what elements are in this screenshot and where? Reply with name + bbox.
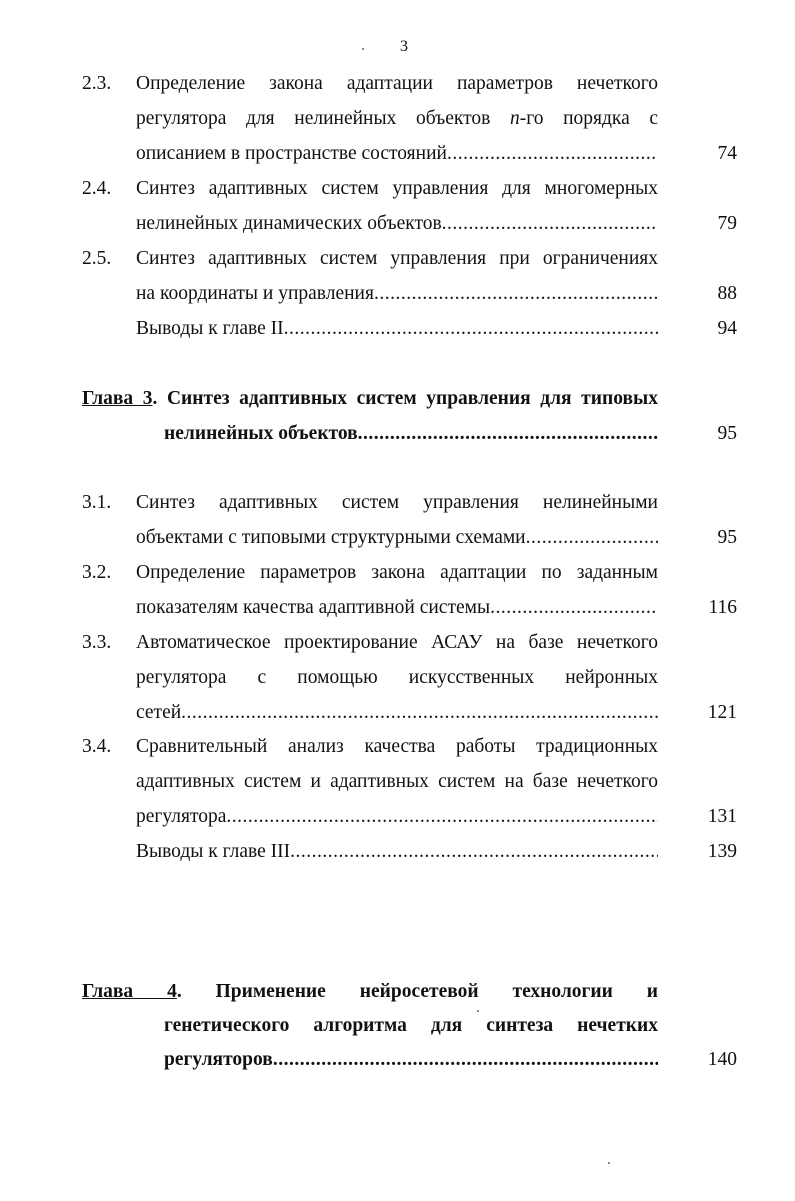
chapter-title-1: . Применение нейросетевой технологии и <box>176 981 658 1002</box>
chapter-label: Глава 3 <box>82 388 153 409</box>
chapter-title-1: . Синтез адаптивных систем управления для типовых <box>152 388 658 409</box>
entry-page: 139 <box>707 841 737 862</box>
entry-text: нелинейных динамических объектов <box>136 213 442 234</box>
entry-text: Выводы к главе III <box>136 841 291 862</box>
entry-page: 74 <box>717 143 737 164</box>
entry-number: 3.2. <box>82 562 112 583</box>
entry-line-2-italic: n <box>509 108 520 129</box>
entry-text: объектами с типовыми структурными схемами <box>136 527 526 548</box>
entry-line-1: Синтез адаптивных систем управления нелинейными <box>136 492 658 513</box>
entry-line-1 <box>136 317 658 341</box>
entry-page: 88 <box>717 283 737 304</box>
entry-line-2: регулятора с помощью искусственных нейронных <box>136 667 658 688</box>
entry-text: описанием в пространстве состояний <box>136 143 447 164</box>
entry-number: 2.5. <box>82 248 112 269</box>
entry-text: регуляторов <box>164 1049 273 1070</box>
entry-page: 79 <box>717 213 737 234</box>
entry-text: нелинейных объектов <box>164 423 358 444</box>
entry-line-1: Определение параметров закона адаптации по заданным <box>136 562 658 583</box>
entry-line-2 <box>136 526 658 550</box>
entry-page: 121 <box>707 702 737 723</box>
entry-line-3 <box>136 701 658 725</box>
entry-line-1: Сравнительный анализ качества работы традиционных <box>136 736 658 757</box>
entry-number: 2.4. <box>82 178 112 199</box>
chapter-title-line-2 <box>164 422 658 446</box>
entry-text: на координаты и управления <box>136 283 374 304</box>
scan-speck <box>362 48 364 50</box>
entry-text: регулятора <box>136 806 227 827</box>
entry-page: 131 <box>707 806 737 827</box>
leader-dots <box>273 1048 658 1072</box>
leader-dots <box>358 422 658 446</box>
entry-line-2 <box>136 596 658 620</box>
chapter-title-line-1 <box>82 387 658 411</box>
chapter-title-line-1 <box>82 980 658 1004</box>
leader-dots <box>374 282 658 306</box>
entry-line-1: Определение закона адаптации параметров нечеткого <box>136 73 658 94</box>
leader-dots <box>284 317 658 341</box>
entry-line-2b: -го порядка с <box>519 108 659 129</box>
leader-dots <box>181 701 658 725</box>
entry-line-2: адаптивных систем и адаптивных систем на базе нечеткого <box>136 771 658 792</box>
entry-page: 140 <box>707 1049 737 1070</box>
entry-line-3 <box>136 805 658 829</box>
entry-line-3 <box>136 142 658 166</box>
entry-line-2 <box>136 212 658 236</box>
leader-dots <box>447 142 658 166</box>
entry-number: 2.3. <box>82 73 112 94</box>
chapter-title-line-2: генетического алгоритма для синтеза нечетких <box>164 1015 658 1036</box>
entry-text: Выводы к главе II <box>136 318 284 339</box>
entry-text: показателям качества адаптивной системы <box>136 597 491 618</box>
leader-dots <box>490 596 658 620</box>
entry-line-2 <box>136 282 658 306</box>
entry-line-2a: регулятора для нелинейных объектов <box>136 108 491 129</box>
leader-dots <box>290 840 658 864</box>
entry-number: 3.4. <box>82 736 112 757</box>
leader-dots <box>226 805 658 829</box>
entry-number: 3.1. <box>82 492 112 513</box>
entry-number: 3.3. <box>82 632 112 653</box>
entry-line-1: Синтез адаптивных систем управления для многомерных <box>136 178 658 199</box>
entry-page: 116 <box>708 597 737 618</box>
entry-page: 94 <box>717 318 737 339</box>
scan-speck <box>477 1010 479 1012</box>
entry-line-1: Синтез адаптивных систем управления при ограничениях <box>136 248 658 269</box>
chapter-title-line-3 <box>164 1048 658 1072</box>
page-number: 3 <box>400 38 408 55</box>
entry-line-1: Автоматическое проектирование АСАУ на базе нечеткого <box>136 632 658 653</box>
entry-page: 95 <box>717 423 737 444</box>
entry-text: сетей <box>136 702 182 723</box>
entry-line-1 <box>136 840 658 864</box>
entry-page: 95 <box>717 527 737 548</box>
chapter-label: Глава 4 <box>82 981 177 1002</box>
leader-dots <box>442 212 658 236</box>
leader-dots <box>526 526 658 550</box>
entry-line-2 <box>136 107 658 131</box>
scan-speck <box>608 1162 610 1164</box>
